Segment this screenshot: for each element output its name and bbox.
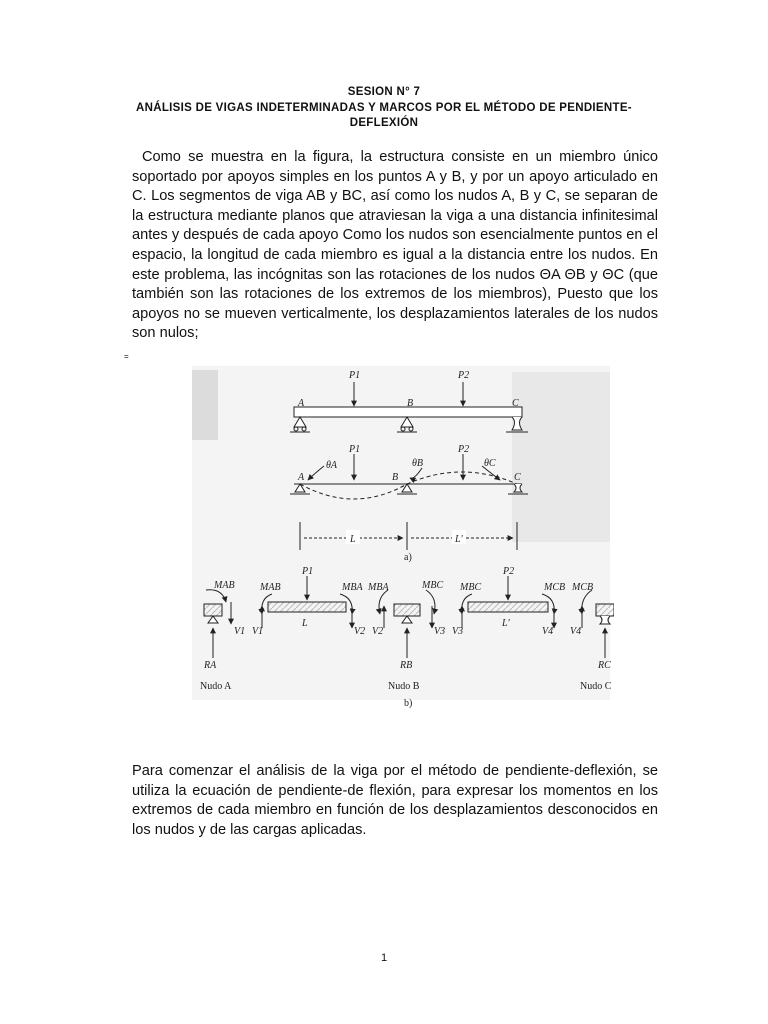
label-v1-left: V1 — [234, 626, 246, 637]
label-span-l: L — [350, 534, 356, 545]
page-number: 1 — [380, 952, 388, 964]
label-v1-right: V1 — [252, 626, 264, 637]
label-mbc-right: MBC — [460, 582, 482, 593]
label-mba-right: MBA — [368, 582, 389, 593]
beam-figure — [182, 362, 614, 712]
label-nudo-a: Nudo A — [200, 681, 232, 692]
label-a: A — [298, 398, 305, 409]
label-theta-b: θB — [412, 458, 424, 469]
label-rb: RB — [400, 660, 413, 671]
label-nudo-c: Nudo C — [580, 681, 612, 692]
caption-b: b) — [404, 698, 413, 709]
label-p1-deflected: P1 — [349, 444, 361, 455]
document-title-line2: DEFLEXIÓN — [349, 117, 419, 129]
document-title-line1: ANÁLISIS DE VIGAS INDETERMINADAS Y MARCOS POR EL MÉTODO DE PENDIENTE- — [136, 102, 632, 114]
label-mab-right: MAB — [260, 582, 281, 593]
label-v4-left: V4 — [542, 626, 554, 637]
label-mcb-right: MCB — [572, 582, 594, 593]
label-rc: RC — [598, 660, 611, 671]
label-v3-left: V3 — [434, 626, 446, 637]
label-mcb-left: MCB — [544, 582, 566, 593]
label-b-deflected: B — [392, 472, 399, 483]
label-p1: P1 — [349, 370, 361, 381]
label-p2-member: P2 — [503, 566, 515, 577]
label-l-member: L — [302, 618, 308, 629]
label-v3-right: V3 — [452, 626, 464, 637]
caption-a: a) — [404, 552, 412, 563]
label-c-deflected: C — [514, 472, 521, 483]
label-p2: P2 — [458, 370, 470, 381]
label-ra: RA — [204, 660, 217, 671]
label-v2-left: V2 — [354, 626, 366, 637]
label-mba-left: MBA — [342, 582, 363, 593]
label-a-deflected: A — [298, 472, 305, 483]
session-number: SESION N° 7 — [347, 86, 421, 98]
label-mab-left: MAB — [214, 580, 235, 591]
label-span-l-prime: L' — [455, 534, 463, 545]
label-mbc-left: MBC — [422, 580, 444, 591]
label-v2-right: V2 — [372, 626, 384, 637]
method-paragraph: Para comenzar el análisis de la viga por el método de pendiente-deflexión, se utiliza la ecuación de pendiente-de flexión, para expresar los momentos en los extremos de cada miembro en función de los desplazamientos desconocidos en los nudos y de las cargas aplicadas. — [132, 763, 658, 838]
intro-paragraph: Como se muestra en la figura, la estructura consiste en un miembro único soportado por apoyos simples en los puntos A y B, y por un apoyo articulado en C. Los segmentos de viga AB y BC, así como los nudos A, B y C, se separan de la estructura mediante planos que atraviesan la viga a una distancia infinitesimal antes y después de cada apoyo Como los nudos son esencialmente puntos en el espacio, la longitud de cada miembro es igual a la distancia entre los nudos. En este problema, las incógnitas son las rotaciones de los nudos ΘA ΘB y ΘC (que también son las rotaciones de los extremos de los miembros), Puesto que los apoyos no se mueven verticalmente, los desplazamientos laterales de los nudos son nulos; — [132, 149, 658, 342]
label-b: B — [407, 398, 414, 409]
label-theta-c: θC — [484, 458, 496, 469]
label-p1-member: P1 — [302, 566, 314, 577]
label-nudo-b: Nudo B — [388, 681, 420, 692]
label-v4-right: V4 — [570, 626, 582, 637]
label-l-prime-member: L' — [502, 618, 510, 629]
label-p2-deflected: P2 — [458, 444, 470, 455]
stray-mark: = — [124, 352, 129, 361]
label-c: C — [512, 398, 519, 409]
label-theta-a: θA — [326, 460, 338, 471]
